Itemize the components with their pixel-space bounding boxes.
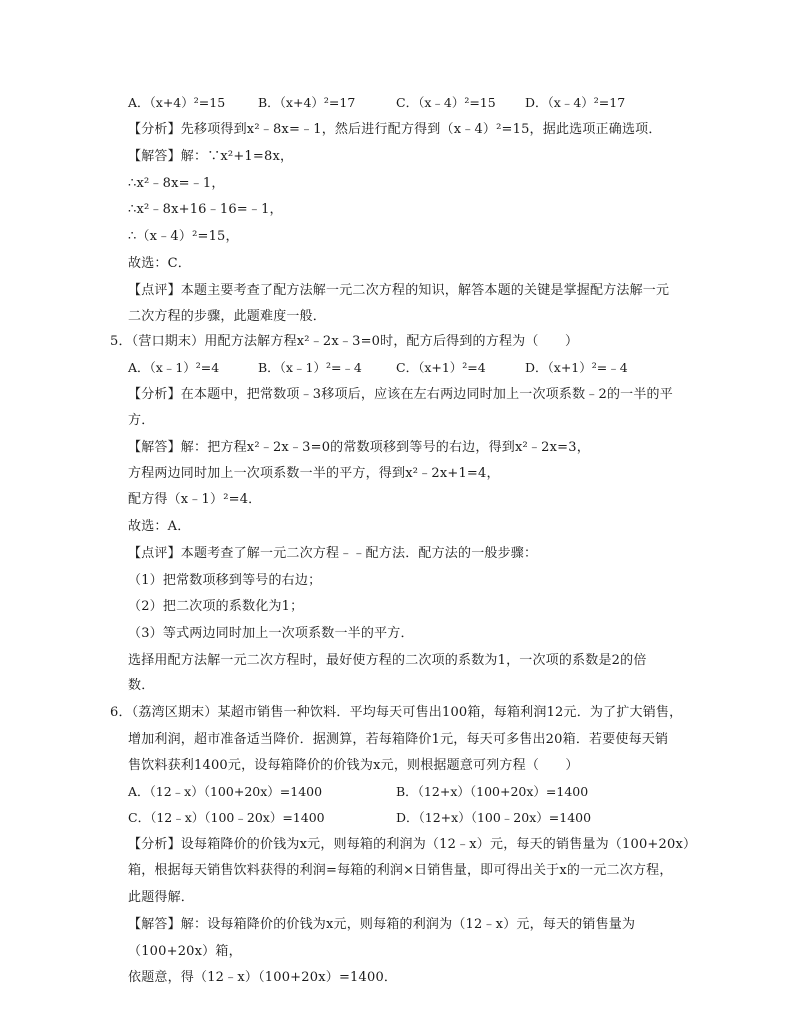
q6-analysis-line-2: 箱，根据每天销售饮料获得的利润=每箱的利润×日销售量，即可得出关于x的一元二次方程， — [128, 863, 673, 878]
q4-step-1: ∴x²﹣8x=﹣1， — [128, 176, 225, 191]
q6-option-d: D．（12+x）（100﹣20x）=1400 — [396, 810, 592, 825]
q5-note-line-1: 选择用配方法解一元二次方程时，最好使方程的二次项的系数为1，一次项的系数是2的倍 — [128, 653, 647, 668]
q4-step-3: ∴（x﹣4）²=15， — [128, 229, 239, 244]
q6-answer-line-1: 【解答】解：设每箱降价的价钱为x元，则每箱的利润为（12﹣x）元，每天的销售量为 — [128, 917, 636, 932]
q5-method-step-2: （2）把二次项的系数化为1； — [128, 599, 304, 614]
q5-method-step-3: （3）等式两边同时加上一次项系数一半的平方． — [128, 626, 414, 641]
q5-option-d: D．（x+1）²=﹣4 — [525, 360, 628, 375]
q6-option-c: C．（12﹣x）（100﹣20x）=1400 — [128, 810, 325, 825]
q5-stem: 5．（营口期末）用配方法解方程x²﹣2x﹣3=0时，配方后得到的方程为（ ） — [110, 334, 579, 349]
q6-stem-line-2: 增加利润，超市准备适当降价．据测算，若每箱降价1元，每天可多售出20箱．若要使每天销 — [128, 732, 669, 747]
q5-analysis-line-2: 方． — [128, 413, 155, 428]
q5-comment: 【点评】本题考查了解一元二次方程﹣﹣配方法．配方法的一般步骤： — [128, 546, 538, 561]
q5-option-b: B．（x﹣1）²=﹣4 — [258, 360, 362, 375]
q4-option-c: C．（x﹣4）²=15 — [396, 95, 496, 110]
q4-analysis: 【分析】先移项得到x²﹣8x=﹣1，然后进行配方得到（x﹣4）²=15，据此选项正确选项． — [128, 122, 662, 137]
q5-option-c: C．（x+1）²=4 — [396, 360, 486, 375]
q6-analysis-line-3: 此题得解． — [128, 890, 195, 905]
q4-option-d: D．（x﹣4）²=17 — [525, 95, 626, 110]
q5-answer-line-1: 【解答】解：把方程x²﹣2x﹣3=0的常数项移到等号的右边，得到x²﹣2x=3， — [128, 440, 590, 455]
q6-stem-line-1: 6．（荔湾区期末）某超市销售一种饮料．平均每天可售出100箱，每箱利润12元．为了扩大销售， — [110, 705, 683, 720]
q4-step-2: ∴x²﹣8x+16﹣16=﹣1， — [128, 202, 283, 217]
q5-option-a: A．（x﹣1）²=4 — [128, 360, 220, 375]
q4-choice: 故选：C． — [128, 256, 191, 271]
q5-note-line-2: 数． — [128, 678, 155, 693]
q6-option-b: B．（12+x）（100+20x）=1400 — [396, 784, 589, 799]
q6-analysis-line-1: 【分析】设每箱降价的价钱为x元，则每箱的利润为（12﹣x）元，每天的销售量为（100+20x） — [128, 837, 697, 852]
q4-answer: 【解答】解：∵x²+1=8x， — [128, 149, 294, 164]
q5-choice: 故选：A． — [128, 519, 191, 534]
q4-option-a: A．（x+4）²=15 — [128, 95, 226, 110]
q6-option-a: A．（12﹣x）（100+20x）=1400 — [128, 784, 323, 799]
q5-method-step-1: （1）把常数项移到等号的右边； — [128, 573, 322, 588]
q5-analysis-line-1: 【分析】在本题中，把常数项﹣3移项后，应该在左右两边同时加上一次项系数﹣2的一半的平 — [128, 387, 673, 402]
q4-option-b: B．（x+4）²=17 — [258, 95, 356, 110]
q4-comment-line-2: 二次方程的步骤，此题难度一般． — [128, 309, 327, 324]
q5-answer-line-2: 方程两边同时加上一次项系数一半的平方，得到x²﹣2x+1=4， — [128, 466, 500, 481]
q6-answer-line-2: （100+20x）箱， — [128, 944, 242, 959]
q5-answer-line-3: 配方得（x﹣1）²=4． — [128, 492, 262, 507]
q6-stem-line-3: 售饮料获利1400元，设每箱降价的价钱为x元，则根据题意可列方程（ ） — [128, 758, 579, 773]
q4-comment-line-1: 【点评】本题主要考查了配方法解一元二次方程的知识，解答本题的关键是掌握配方法解一元 — [128, 283, 670, 298]
q6-answer-line-3: 依题意，得（12﹣x）（100+20x）=1400． — [128, 970, 398, 985]
